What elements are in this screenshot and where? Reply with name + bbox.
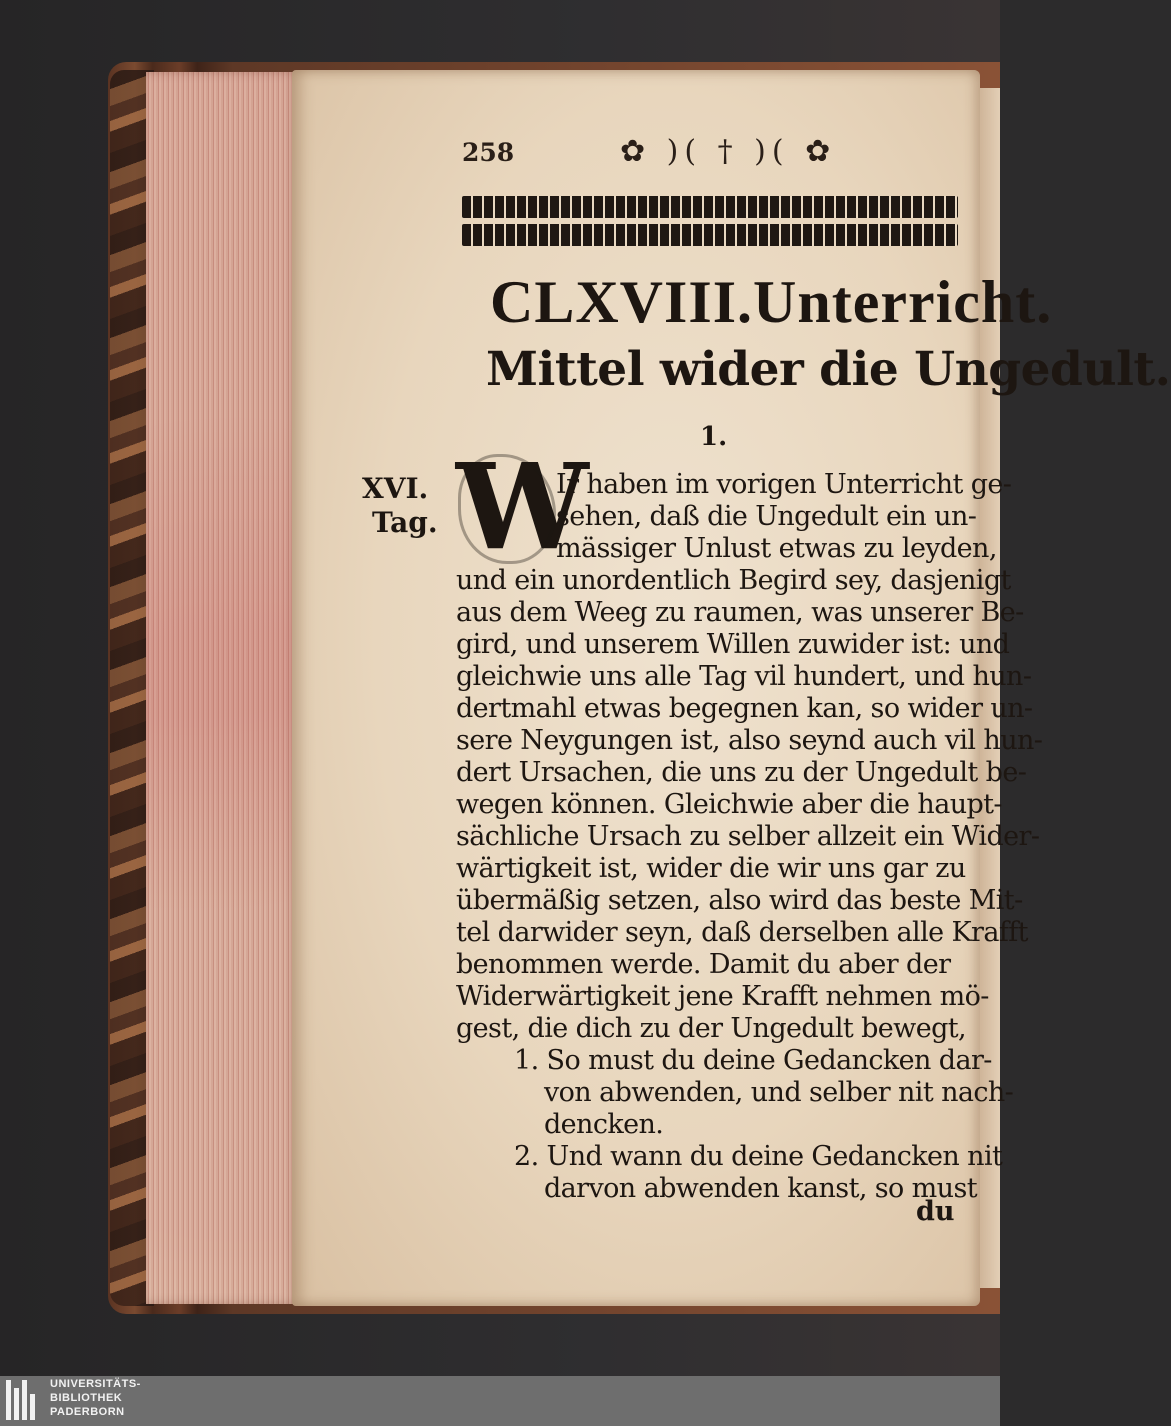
text-line: übermäßig setzen, also wird das beste Mit-	[456, 885, 1023, 916]
text-line: sehen, daß die Ungedult ein un-	[556, 501, 977, 532]
library-name-line3: PADERBORN	[50, 1406, 125, 1418]
list-item-continuation: dencken.	[544, 1109, 664, 1140]
text-line: mässiger Unlust etwas zu leyden,	[556, 533, 997, 564]
text-line: sere Neygungen ist, also seynd auch vil hun-	[456, 725, 1043, 756]
page-number: 258	[462, 138, 515, 167]
library-logo-icon	[6, 1380, 40, 1420]
text-line: gleichwie uns alle Tag vil hundert, und hun-	[456, 661, 1032, 692]
text-line: wegen können. Gleichwie aber die haupt-	[456, 789, 1002, 820]
text-line: tel darwider seyn, daß derselben alle Krafft	[456, 917, 1028, 948]
text-line: dert Ursachen, die uns zu der Ungedult be-	[456, 757, 1027, 788]
margin-note-day-number: XVI.	[362, 472, 429, 505]
list-item: 1. So must du deine Gedancken dar-	[514, 1045, 992, 1076]
library-name-line1: UNIVERSITÄTS-	[50, 1378, 141, 1390]
text-line: wärtigkeit ist, wider die wir uns gar zu	[456, 853, 966, 884]
text-line: Widerwärtigkeit jene Krafft nehmen mö-	[456, 981, 989, 1012]
text-line: benommen werde. Damit du aber der	[456, 949, 951, 980]
text-line: aus dem Weeg zu raumen, was unserer Be-	[456, 597, 1024, 628]
ornamental-border-bottom	[462, 224, 958, 246]
footer-bar	[0, 1376, 1000, 1426]
section-number: 1.	[700, 422, 728, 452]
drop-cap-letter: W	[456, 437, 589, 576]
list-item: 2. Und wann du deine Gedancken nit	[514, 1141, 1003, 1172]
ornamental-border-top	[462, 196, 958, 218]
text-line: gird, und unserem Willen zuwider ist: und	[456, 629, 1010, 660]
text-line: Ir haben im vorigen Unterricht ge-	[556, 469, 1012, 500]
list-item-continuation: von abwenden, und selber nit nach-	[544, 1077, 1014, 1108]
page-edge-speckle	[146, 72, 300, 1304]
text-line: sächliche Ursach zu selber allzeit ein Wider-	[456, 821, 1040, 852]
header-ornament: ✿ )( † )( ✿	[620, 134, 837, 169]
drop-cap-initial	[456, 437, 589, 576]
text-line: und ein unordentlich Begird sey, dasjenigt	[456, 565, 1011, 596]
margin-note-day: Tag.	[372, 506, 438, 539]
chapter-subtitle: Mittel wider die Ungedult.	[486, 342, 1171, 397]
chapter-title: CLXVIII.Unterricht.	[490, 269, 1053, 335]
list-item-continuation: darvon abwenden kanst, so must	[544, 1173, 977, 1204]
catchword: du	[916, 1196, 955, 1227]
library-name-line2: BIBLIOTHEK	[50, 1392, 123, 1404]
text-line: dertmahl etwas begegnen kan, so wider un-	[456, 693, 1033, 724]
text-line: gest, die dich zu der Ungedult bewegt,	[456, 1013, 966, 1044]
